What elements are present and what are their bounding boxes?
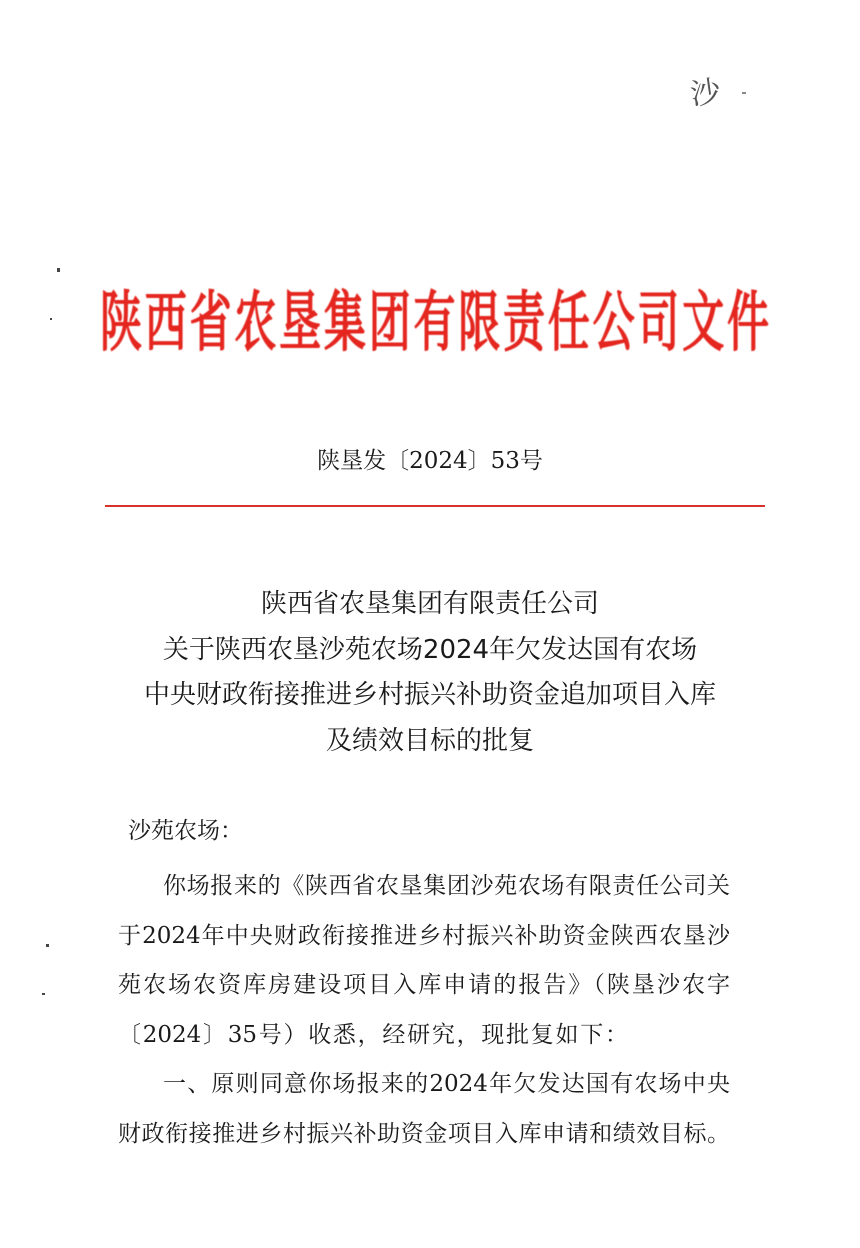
body-text <box>118 862 730 1160</box>
document-number: 陕垦发〔2024〕53号 <box>317 448 543 474</box>
body-line: 财政衔接推进乡村振兴补助资金项目入库申请和绩效目标。 <box>118 1120 730 1147</box>
body-line: 〔2024〕35号）收悉，经研究，现批复如下： <box>118 1021 628 1048</box>
title-line: 及绩效目标的批复 <box>325 725 534 756</box>
body-line: 你场报来的《陕西省农垦集团沙苑农场有限责任公司关 <box>163 873 730 899</box>
body-line: 一、原则同意你场报来的2024年欠发达国有农场中央 <box>163 1071 730 1098</box>
document-title <box>0 582 860 764</box>
document-header-title: 陕西省农垦集团有限责任公司文件 <box>100 283 768 360</box>
body-line: 于2024年中央财政衔接推进乡村振兴补助资金陕西农垦沙 <box>118 922 730 949</box>
scan-speck <box>42 993 45 995</box>
salutation: 沙苑农场： <box>128 818 243 844</box>
body-line: 苑农场农资库房建设项目入库申请的报告》（陕垦沙农字 <box>118 972 730 999</box>
scan-speck <box>46 944 49 947</box>
handwritten-annotation: 沙 <box>688 74 723 113</box>
red-divider <box>105 505 765 507</box>
title-line: 陕西省农垦集团有限责任公司 <box>260 589 599 619</box>
ink-dot <box>742 92 746 94</box>
title-line: 关于陕西农垦沙苑农场2024年欠发达国有农场 <box>162 634 698 665</box>
title-line: 中央财政衔接推进乡村振兴补助资金追加项目入库 <box>143 680 716 710</box>
scan-speck <box>50 318 52 320</box>
scan-speck <box>57 268 60 272</box>
